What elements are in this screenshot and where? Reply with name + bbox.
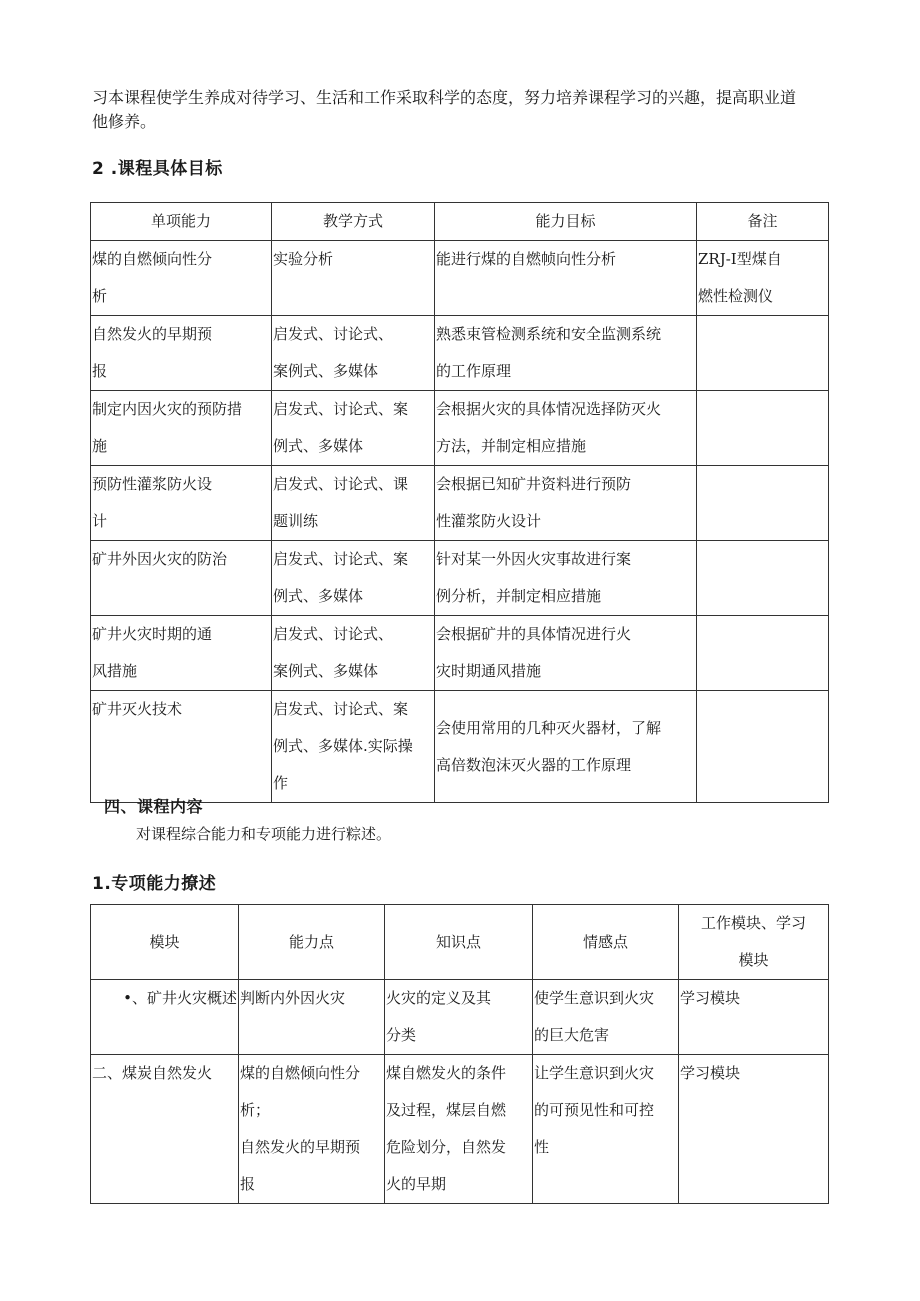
goals-cell-goal: 针对某一外因火灾事故进行案 例分析，并制定相应措施 [436,550,632,605]
goals-cell-note: ZRJ-I型煤自 燃性检测仪 [698,250,782,305]
goals-cell-goal: 会根据火灾的具体情况选择防灭火 方法，并制定相应措施 [436,400,662,455]
table-row [91,691,829,803]
goals-cell-ability: 制定内因火灾的预防措 施 [92,400,243,455]
table-row [91,391,829,466]
goals-cell-goal: 能进行煤的自燃帧向性分析 [436,250,617,268]
table-row [91,541,829,616]
goals-table [90,202,829,803]
module-cell-ability: 判断内外因火灾 [240,989,346,1007]
section-module-title: 1.专项能力撩述 [92,874,217,894]
goals-cell-method: 启发式、讨论式、案 例式、多媒体 [273,550,409,605]
goals-cell-goal: 熟悉束管检测系统和安全监测系统 的工作原理 [436,325,662,380]
goals-cell-method: 启发式、讨论式、课 题训练 [273,475,409,530]
goals-cell-method: 启发式、讨论式、 案例式、多媒体 [273,325,394,380]
table-row [91,1055,829,1204]
goals-cell-method: 实验分析 [273,250,334,268]
module-table-header [91,905,829,980]
table-row [91,241,829,316]
goals-cell-goal: 会使用常用的几种灭火器材，了解 高倍数泡沫灭火器的工作原理 [436,718,662,774]
module-cell-type: 学习模块 [680,989,741,1007]
goals-header-note: 备注 [697,203,829,241]
module-cell-type: 学习模块 [680,1064,741,1082]
module-cell-emotion: 使学生意识到火灾 的巨大危害 [534,989,655,1044]
module-cell-module: •、矿井火灾概述 [123,989,237,1007]
module-cell-emotion: 让学生意识到火灾 的可预见性和可控 性 [534,1064,655,1156]
module-cell-knowledge: 煤自燃发火的条件 及过程，煤层自燃 危险划分，自然发 火的早期 [386,1064,507,1193]
goals-cell-ability: 矿井火灾时期的通 风措施 [92,625,213,680]
module-header-ability: 能力点 [239,905,385,980]
goals-cell-ability: 预防性灌浆防火设 计 [92,475,213,530]
goals-cell-method: 启发式、讨论式、案 例式、多媒体.实际操 作 [273,700,413,792]
section-content-description: 对课程综合能力和专项能力进行粽述。 [136,825,392,843]
goals-header-ability: 单项能力 [91,203,272,241]
goals-cell-goal: 会根据已知矿井资料进行预防 性灌浆防火设计 [436,475,632,530]
goals-cell-method: 启发式、讨论式、案 例式、多媒体 [273,400,409,455]
goals-header-goal: 能力目标 [435,203,697,241]
table-row [91,466,829,541]
module-cell-knowledge: 火灾的定义及其 分类 [386,989,492,1044]
section-content-title: 四、课程内容 [104,797,204,816]
module-header-knowledge: 知识点 [385,905,533,980]
table-row [91,980,829,1055]
module-header-module: 模块 [91,905,239,980]
goals-cell-ability: 矿井灭火技术 [92,700,183,718]
module-header-emotion: 情感点 [533,905,679,980]
module-header-type: 工作模块、学习 模块 [679,905,829,980]
section-goals-title: 2 .课程具体目标 [92,159,223,179]
intro-paragraph: 习本课程使学生养成对待学习、生活和工作采取科学的态度，努力培养课程学习的兴趣，提高职业道 他修养。 [92,88,797,131]
table-row [91,316,829,391]
goals-header-method: 教学方式 [272,203,435,241]
goals-cell-ability: 煤的自燃倾向性分 析 [92,250,213,305]
goals-cell-ability: 自然发火的早期预 报 [92,325,213,380]
table-row [91,616,829,691]
module-cell-module: 二、煤炭自然发火 [92,1064,213,1082]
goals-table-header [91,203,829,241]
goals-cell-goal: 会根据矿井的具体情况进行火 灾时期通风措施 [436,625,632,680]
goals-cell-method: 启发式、讨论式、 案例式、多媒体 [273,625,394,680]
module-cell-ability: 煤的自燃倾向性分 析； 自然发火的早期预 报 [240,1064,361,1193]
module-table [90,904,829,1204]
goals-cell-ability: 矿井外因火灾的防治 [92,550,228,568]
